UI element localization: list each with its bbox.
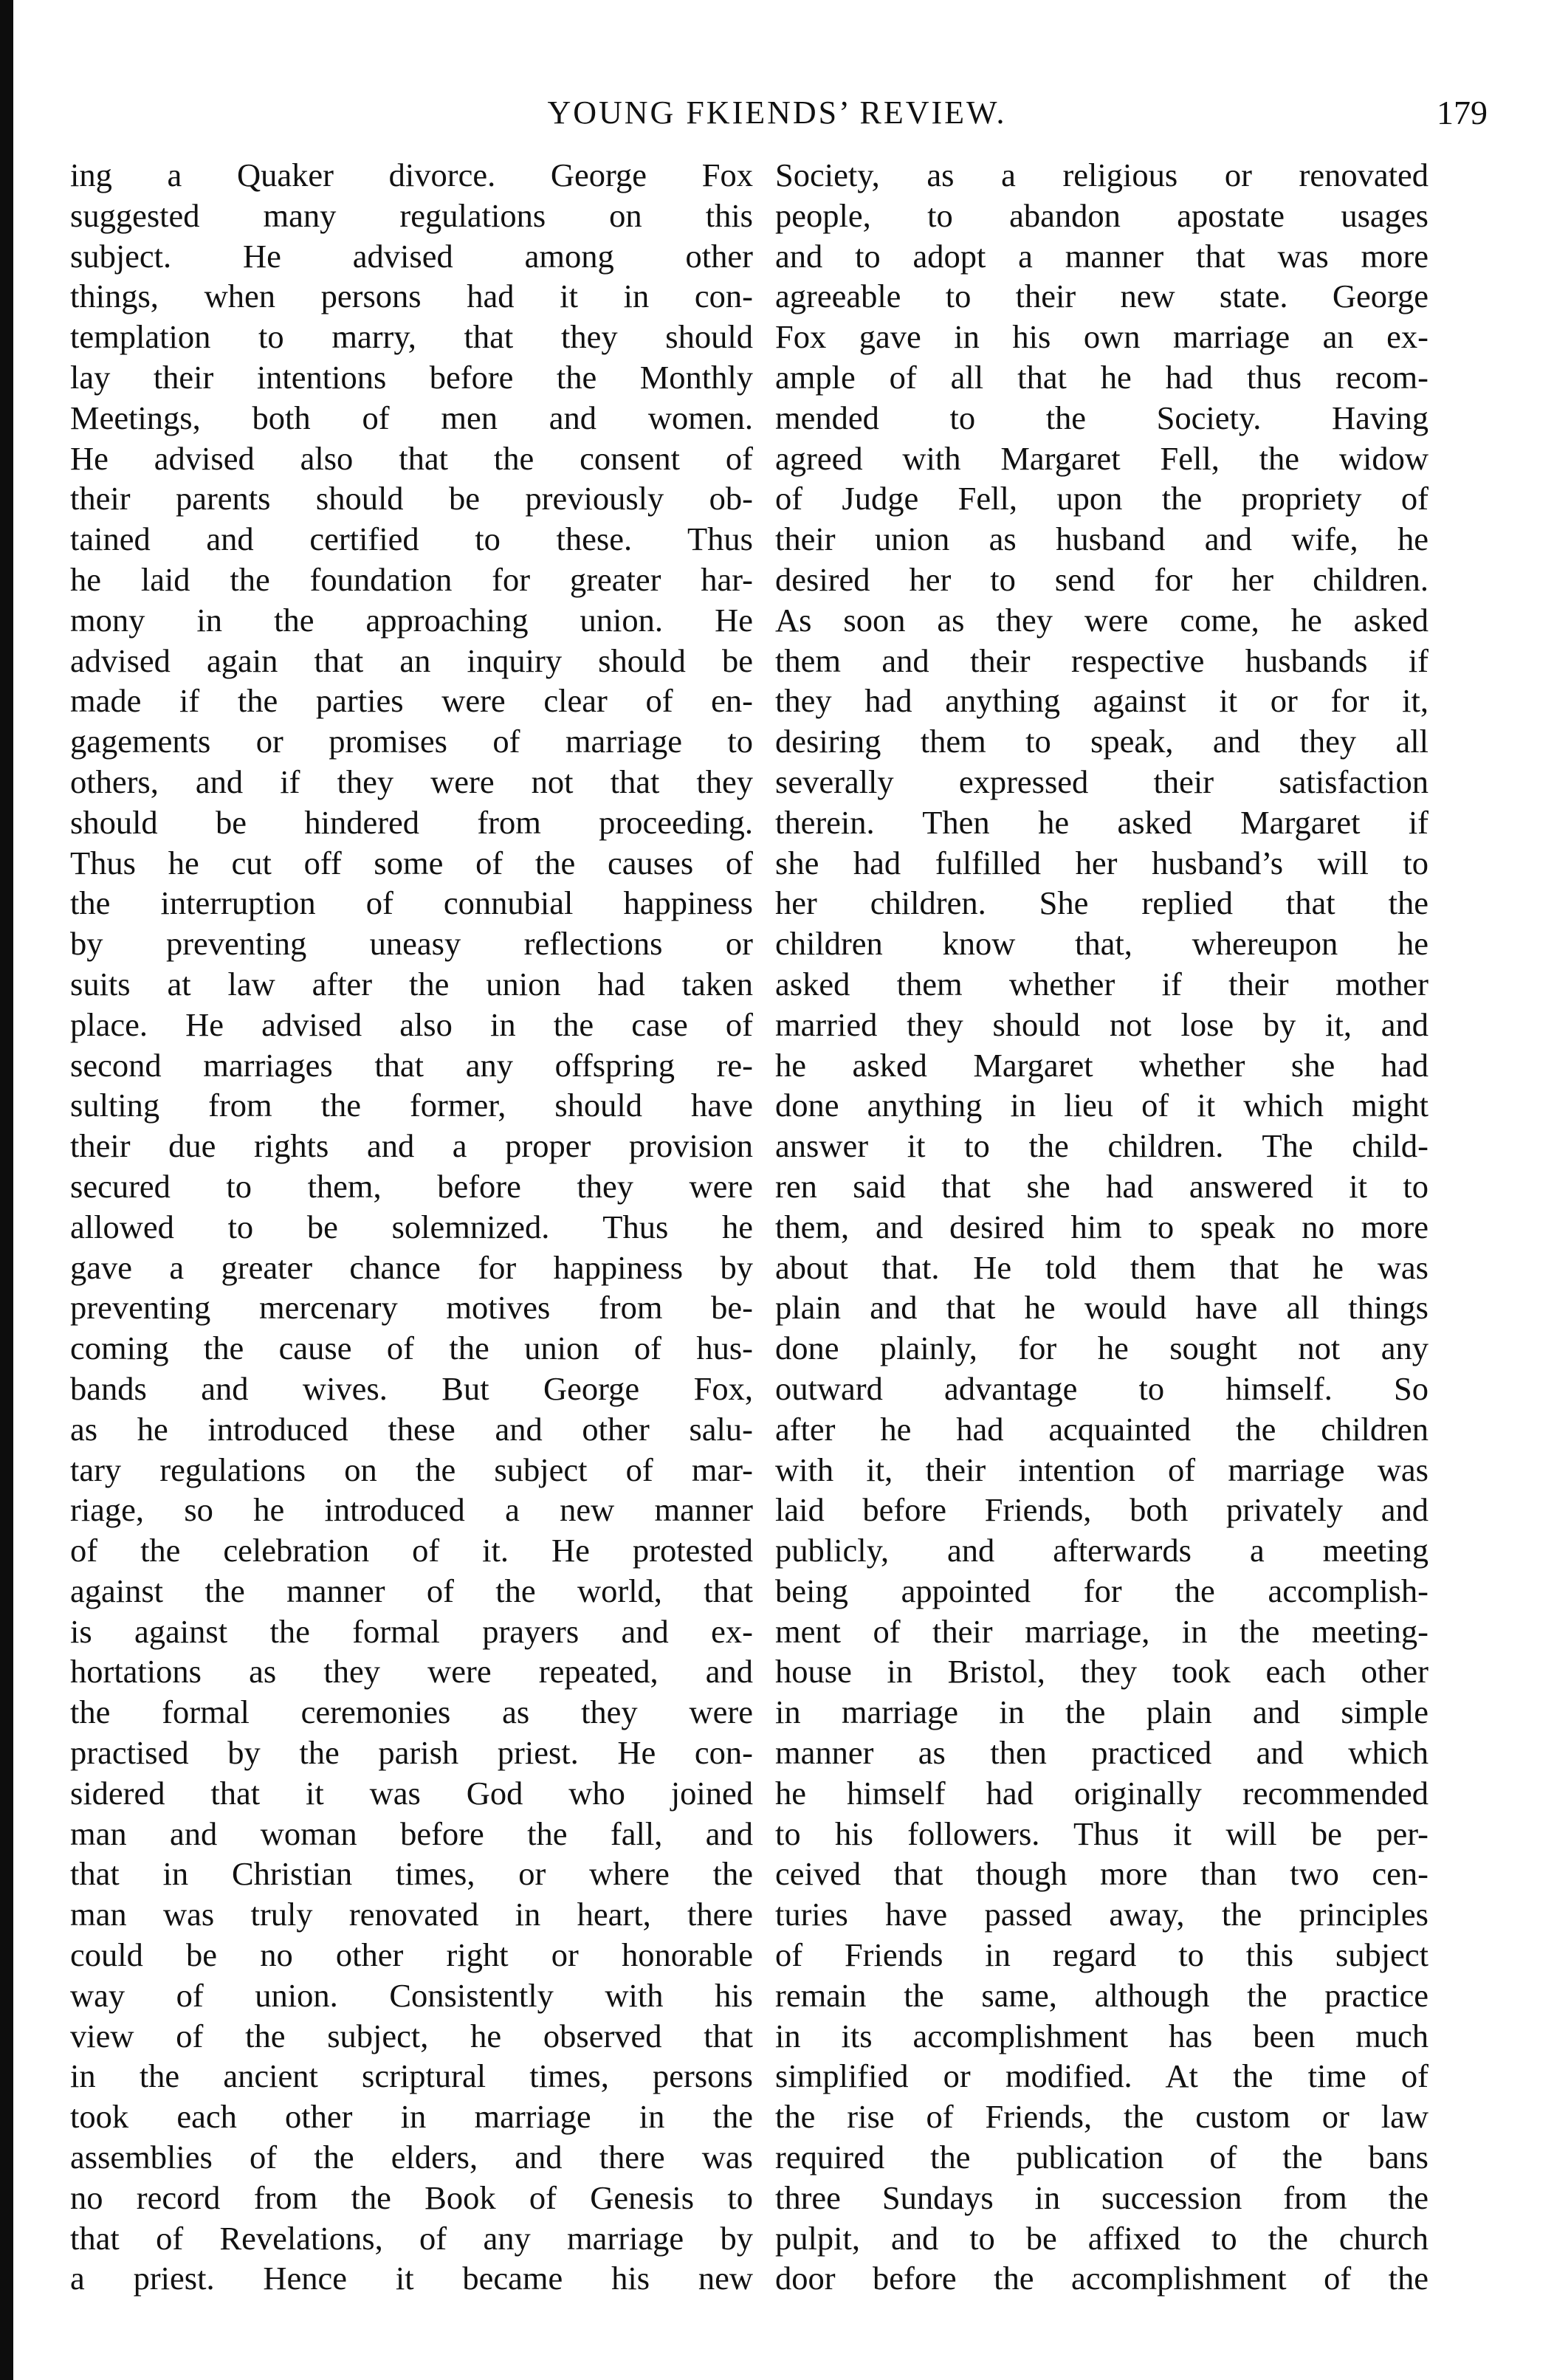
text-line: house in Bristol, they took each other [775, 1653, 1428, 1691]
text-line: he himself had originally recommended [775, 1774, 1428, 1812]
text-line: mony in the approaching union. He [70, 601, 753, 639]
text-line: of Friends in regard to this subject [775, 1936, 1428, 1974]
text-line: could be no other right or honorable [70, 1936, 753, 1974]
text-line: they had anything against it or for it, [775, 682, 1428, 720]
text-line: three Sundays in succession from the [775, 2178, 1428, 2216]
text-line: against the manner of the world, that [70, 1572, 753, 1609]
text-line: ample of all that he had thus recom- [775, 358, 1428, 396]
text-line: lay their intentions before the Monthly [70, 358, 753, 396]
text-line: people, to abandon apostate usages [775, 196, 1428, 234]
text-line: Meetings, both of men and women. [70, 399, 753, 436]
text-line: As soon as they were come, he asked [775, 601, 1428, 639]
text-line: done anything in lieu of it which might [775, 1087, 1428, 1124]
text-line: subject. He advised among other [70, 237, 753, 275]
text-line: ment of their marriage, in the meeting- [775, 1612, 1428, 1650]
text-line: ing a Quaker divorce. George Fox [70, 157, 753, 193]
text-line: publicly, and afterwards a meeting [775, 1532, 1428, 1569]
text-line: the interruption of connubial happiness [70, 884, 753, 922]
text-line: desired her to send for her children. [775, 560, 1428, 598]
text-line: a priest. Hence it became his new [70, 2260, 753, 2297]
text-line: advised again that an inquiry should be [70, 642, 753, 679]
text-line: of Judge Fell, upon the propriety of [775, 480, 1428, 517]
text-line: she had fulfilled her husband’s will to [775, 844, 1428, 881]
text-line: as he introduced these and other salu- [70, 1410, 753, 1448]
text-line: that of Revelations, of any marriage by [70, 2219, 753, 2257]
text-line: turies have passed away, the principles [775, 1896, 1428, 1933]
scan-edge-shadow [0, 0, 13, 2380]
text-line: tary regulations on the subject of mar- [70, 1451, 753, 1488]
text-line: Thus he cut off some of the causes of [70, 844, 753, 881]
text-line: he laid the foundation for greater har- [70, 560, 753, 598]
text-line: their parents should be previously ob- [70, 480, 753, 517]
text-line: outward advantage to himself. So [775, 1369, 1428, 1407]
left-column [70, 155, 753, 2299]
text-line: sidered that it was God who joined [70, 1774, 753, 1812]
text-line: secured to them, before they were [70, 1167, 753, 1205]
text-line: gagements or promises of marriage to [70, 723, 753, 760]
page-header [66, 87, 1488, 139]
text-line: that in Christian times, or where the [70, 1855, 753, 1893]
text-line: took each other in marriage in the [70, 2098, 753, 2136]
text-line: man was truly renovated in heart, there [70, 1896, 753, 1933]
text-line: of the celebration of it. He protested [70, 1532, 753, 1569]
text-line: door before the accomplishment of the [775, 2260, 1428, 2297]
text-line: He advised also that the consent of [70, 439, 753, 477]
text-line: ren said that she had answered it to [775, 1167, 1428, 1205]
text-line: place. He advised also in the case of [70, 1005, 753, 1043]
text-line: he asked Margaret whether she had [775, 1046, 1428, 1084]
text-line: no record from the Book of Genesis to [70, 2178, 753, 2216]
text-line: them and their respective husbands if [775, 642, 1428, 679]
text-line: simplified or modified. At the time of [775, 2057, 1428, 2095]
text-line: after he had acquainted the children [775, 1410, 1428, 1448]
text-line: the formal ceremonies as they were [70, 1693, 753, 1731]
text-line: married they should not lose by it, and [775, 1005, 1428, 1043]
text-line: practised by the parish priest. He con- [70, 1734, 753, 1772]
text-line: view of the subject, he observed that [70, 2017, 753, 2054]
text-line: them, and desired him to speak no more [775, 1208, 1428, 1245]
text-line: assemblies of the elders, and there was [70, 2139, 753, 2176]
right-column [775, 155, 1428, 2299]
text-line: agreeable to their new state. George [775, 278, 1428, 315]
text-line: suggested many regulations on this [70, 196, 753, 234]
text-line: asked them whether if their mother [775, 965, 1428, 1002]
text-line: therein. Then he asked Margaret if [775, 803, 1428, 841]
text-line: preventing mercenary motives from be- [70, 1289, 753, 1327]
text-line: is against the formal prayers and ex- [70, 1612, 753, 1650]
text-line: Fox gave in his own marriage an ex- [775, 318, 1428, 356]
text-line: way of union. Consistently with his [70, 1976, 753, 2014]
text-line: manner as then practiced and which [775, 1734, 1428, 1772]
text-line: plain and that he would have all things [775, 1289, 1428, 1327]
text-line: made if the parties were clear of en- [70, 682, 753, 720]
text-line: in its accomplishment has been much [775, 2017, 1428, 2054]
text-line: desiring them to speak, and they all [775, 723, 1428, 760]
text-line: ceived that though more than two cen- [775, 1855, 1428, 1893]
text-line: others, and if they were not that they [70, 763, 753, 800]
running-title: YOUNG FKIENDS’ REVIEW. [547, 94, 1007, 131]
text-line: about that. He told them that he was [775, 1248, 1428, 1286]
text-line: sulting from the former, should have [70, 1087, 753, 1124]
text-line: their union as husband and wife, he [775, 520, 1428, 558]
text-line: the rise of Friends, the custom or law [775, 2098, 1428, 2136]
text-line: pulpit, and to be affixed to the church [775, 2219, 1428, 2257]
text-line: gave a greater chance for happiness by [70, 1248, 753, 1286]
text-line: Society, as a religious or renovated [775, 157, 1428, 193]
text-line: her children. She replied that the [775, 884, 1428, 922]
text-line: coming the cause of the union of hus- [70, 1330, 753, 1367]
text-line: required the publication of the bans [775, 2139, 1428, 2176]
text-line: severally expressed their satisfaction [775, 763, 1428, 800]
text-line: their due rights and a proper provision [70, 1127, 753, 1165]
text-line: and to adopt a manner that was more [775, 237, 1428, 275]
text-line: agreed with Margaret Fell, the widow [775, 439, 1428, 477]
text-line: to his followers. Thus it will be per- [775, 1815, 1428, 1852]
text-line: remain the same, although the practice [775, 1976, 1428, 2014]
text-line: bands and wives. But George Fox, [70, 1369, 753, 1407]
text-line: by preventing uneasy reflections or [70, 925, 753, 963]
text-line: in the ancient scriptural times, persons [70, 2057, 753, 2095]
text-line: done plainly, for he sought not any [775, 1330, 1428, 1367]
text-line: allowed to be solemnized. Thus he [70, 1208, 753, 1245]
text-line: children know that, whereupon he [775, 925, 1428, 963]
page-number: 179 [1437, 94, 1488, 131]
text-line: things, when persons had it in con- [70, 278, 753, 315]
text-line: in marriage in the plain and simple [775, 1693, 1428, 1731]
text-line: second marriages that any offspring re- [70, 1046, 753, 1084]
text-line: mended to the Society. Having [775, 399, 1428, 436]
text-line: should be hindered from proceeding. [70, 803, 753, 841]
text-line: suits at law after the union had taken [70, 965, 753, 1002]
text-line: being appointed for the accomplish- [775, 1572, 1428, 1609]
text-line: laid before Friends, both privately and [775, 1491, 1428, 1529]
text-line: with it, their intention of marriage was [775, 1451, 1428, 1488]
text-line: answer it to the children. The child- [775, 1127, 1428, 1165]
text-line: hortations as they were repeated, and [70, 1653, 753, 1691]
text-line: riage, so he introduced a new manner [70, 1491, 753, 1529]
text-line: man and woman before the fall, and [70, 1815, 753, 1852]
text-line: templation to marry, that they should [70, 318, 753, 356]
text-line: tained and certified to these. Thus [70, 520, 753, 558]
